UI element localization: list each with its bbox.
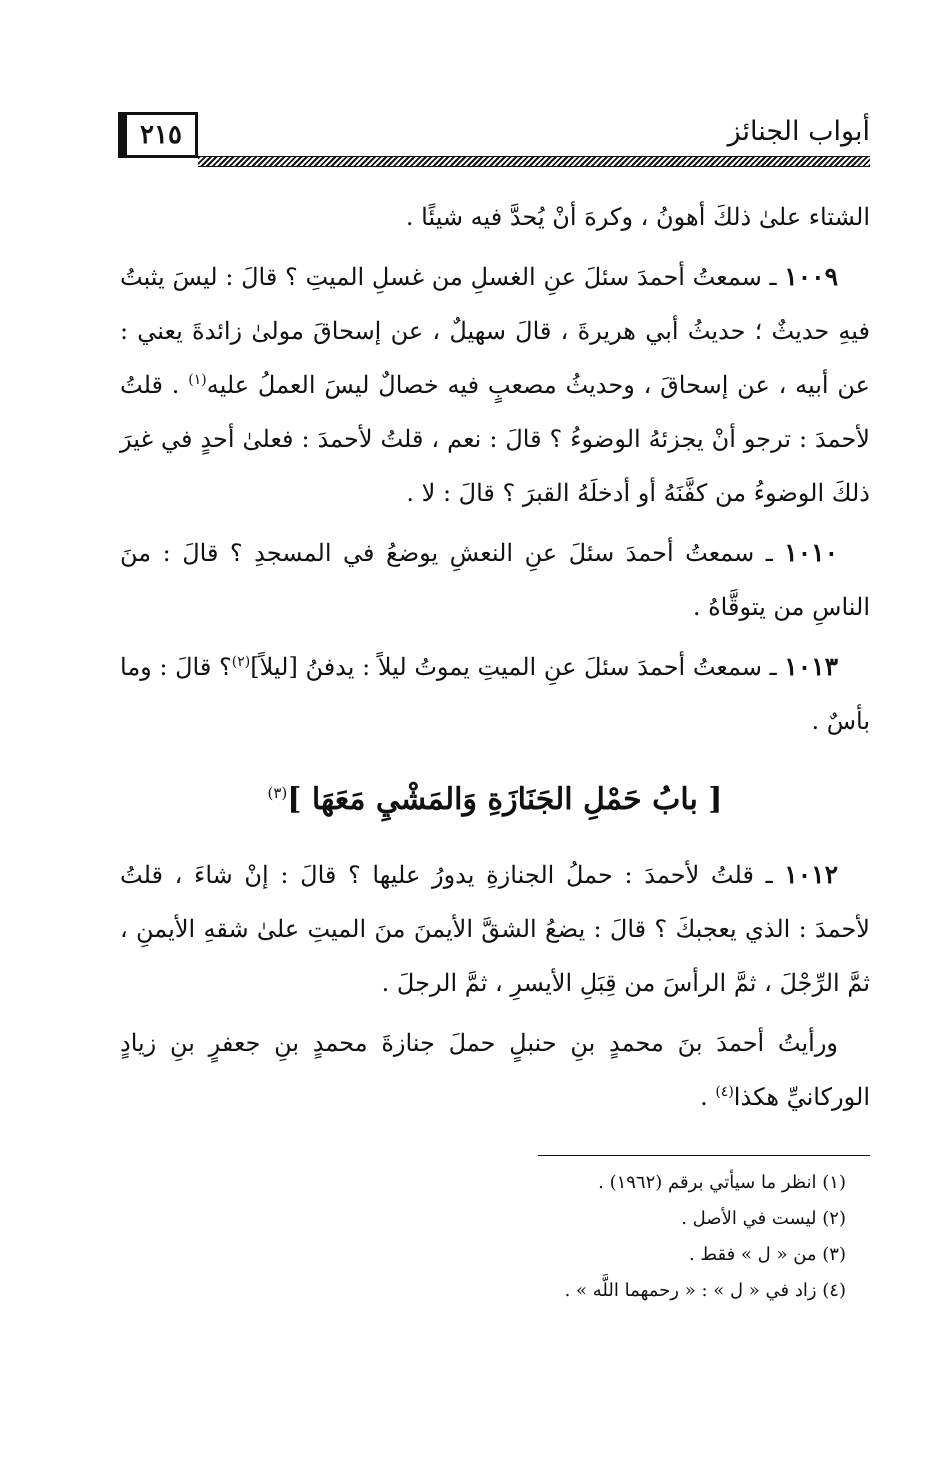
paragraph-text: . [700,1083,716,1111]
footnote-2: (٢) ليست في الأصل . [681,1208,846,1229]
paragraph-text: ورأيتُ أحمدَ بنَ محمدٍ بنِ حنبلٍ حملَ جنازةَ محمدٍ بنِ جعفرٍ بنِ زيادٍ الوركانيِّ هكذا [120,1029,870,1111]
paragraph-1009 [120,250,870,520]
paragraph-text: ؟ قالَ : وما بأسٌ . [120,653,870,735]
section-heading-text: [ بابُ حَمْلِ الجَنَازَةِ وَالمَشْيِ مَعَهَا ] [287,782,723,817]
entry-number: ١٠١٠ [784,538,838,567]
header-ornamental-rule [198,156,870,167]
running-title: أبواب الجنائز [727,116,870,147]
entry-number: ١٠١٣ [784,652,838,681]
page-number: ٢١٥ [118,112,198,158]
footnote-ref: (٣) [267,784,288,802]
paragraph-text: ـ سمعتُ أحمدَ سئلَ عنِ النعشِ يوضعُ في المسجدِ ؟ قالَ : منَ الناسِ من يتوقَّاهُ . [120,539,870,621]
footnote-ref: (١) [188,372,207,388]
footnote-1: (١) انظر ما سيأتي برقم (١٩٦٢) . [598,1172,846,1193]
footnotes [346,1165,846,1309]
footnote-3: (٣) من « ل » فقط . [688,1244,846,1265]
paragraph-1012 [120,848,870,1010]
paragraph-text: الشتاء علىٰ ذلكَ أهونُ ، وكرهَ أنْ يُحدَّ فيه شيئًا . [405,203,870,231]
main-text [120,190,870,1130]
paragraph-text: ـ سمعتُ أحمدَ سئلَ عنِ الميتِ يموتُ ليلاً : يدفنُ [ليلاً] [250,653,785,681]
footnote-separator [538,1155,870,1156]
paragraph-1013 [120,640,870,748]
entry-number: ١٠٠٩ [784,262,838,291]
paragraph-continuation [120,190,870,244]
footnote-ref: (٤) [715,1084,734,1100]
footnote-ref: (٢) [231,654,251,670]
paragraph-text: . قلتُ لأحمدَ : ترجو أنْ يجزئهُ الوضوءُ ؟ قالَ : نعم ، قلتُ لأحمدَ : فعلىٰ أحدٍ في غيرَ ذلكَ الوضوءُ من كفَّنَهُ أو أدخلَهُ القبرَ ؟ قالَ : لا . [120,371,870,507]
page-header [118,112,870,172]
entry-number: ١٠١٢ [784,860,838,889]
paragraph-text: ـ سمعتُ أحمدَ سئلَ عنِ الغسلِ من غسلِ الميتِ ؟ قالَ : ليسَ يثبتُ فيهِ حديثٌ ؛ حديثُ أبي هريرةَ ، قالَ سهيلٌ ، عن إسحاقَ مولىٰ زائدةَ يعني : عن أبيه ، عن إسحاقَ ، وحديثُ مصعبٍ فيه خصالٌ ليسَ العملُ عليه [120,263,871,399]
paragraph-final [120,1016,870,1124]
section-heading [120,770,870,830]
footnote-4: (٤) زاد في « ل » : « رحمهما اللَّه » . [564,1280,846,1301]
paragraph-1010 [120,526,870,634]
paragraph-text: ـ قلتُ لأحمدَ : حملُ الجنازةِ يدورُ عليها ؟ قالَ : إنْ شاءَ ، قلتُ لأحمدَ : الذي يعجبكَ ؟ قالَ : يضعُ الشقَّ الأيمنَ منَ الميتِ علىٰ شقهِ الأيمنِ ، ثمَّ الرِّجْلَ ، ثمَّ الرأسَ من قِبَلِ الأيسرِ ، ثمَّ الرجلَ . [120,861,870,997]
